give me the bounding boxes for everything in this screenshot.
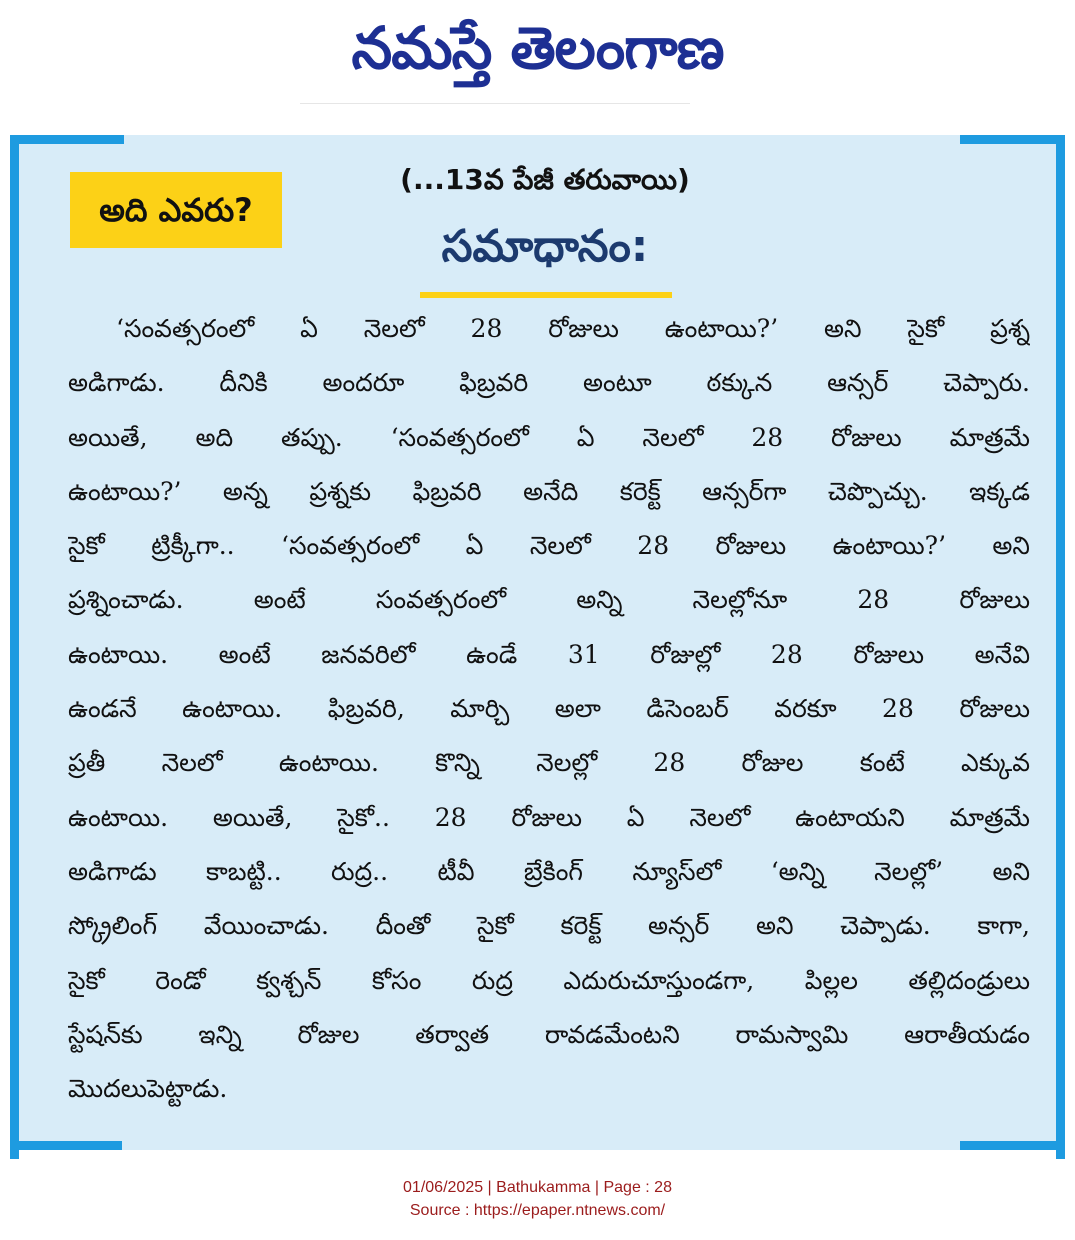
continuation-note: (...13వ పేజీ తరువాయి) [400, 163, 690, 196]
footer-source-link[interactable]: Source : https://epaper.ntnews.com/ [409, 1202, 666, 1219]
body-line: ఉంటాయి. అయితే, సైకో.. 28 రోజులు ఏ నెలలో ఉంటాయని మాత్రమే [68, 802, 1030, 832]
body-line: అడిగాడు కాబట్టి.. రుద్ర.. టీవీ బ్రేకింగ్ న్యూస్‌లో ‘అన్ని నెలల్లో’ అని [68, 856, 1030, 886]
section-tag: అది ఎవరు? [70, 172, 282, 248]
body-line: స్టేషన్‌కు ఇన్ని రోజుల తర్వాత రావడమేంటని రామస్వామి ఆరాతీయడం [68, 1019, 1030, 1049]
body-line: స్క్రోలింగ్ వేయించాడు. దీంతో సైకో కరెక్ట్ అన్సర్ అని చెప్పాడు. కాగా, [68, 911, 1030, 941]
body-line: అడిగాడు. దీనికి అందరూ ఫిబ్రవరి అంటూ ఠక్కున ఆన్సర్ చెప్పారు. [68, 368, 1030, 398]
body-line: ‘సంవత్సరంలో ఏ నెలలో 28 రోజులు ఉంటాయి?’ అని సైకో ప్రశ్న [116, 314, 1030, 343]
body-line: ప్రశ్నించాడు. అంటే సంవత్సరంలో అన్ని నెలల్లోనూ 28 రోజులు [68, 585, 1030, 615]
body-line: మొదలుపెట్టాడు. [68, 1074, 228, 1104]
answer-heading: సమాధానం: [441, 221, 649, 272]
frame-corner-bottom-right [960, 1141, 1065, 1150]
body-line: ఉంటాయి. అంటే జనవరిలో ఉండే 31 రోజుల్లో 28 రోజులు అనేవి [68, 639, 1030, 669]
body-line: సైకో ట్రిక్కీగా.. ‘సంవత్సరంలో ఏ నెలలో 28 రోజులు ఉంటాయి?’ అని [68, 531, 1030, 561]
masthead-logo: నమస్తే తెలంగాణ [351, 14, 724, 82]
body-line: అయితే, అది తప్పు. ‘సంవత్సరంలో ఏ నెలలో 28 రోజులు మాత్రమే [68, 422, 1030, 452]
body-line: ఉంటాయి?’ అన్న ప్రశ్నకు ఫిబ్రవరి అనేది కరెక్ట్ ఆన్సర్‌గా చెప్పొచ్చు. ఇక్కడ [68, 476, 1030, 506]
body-line: ప్రతీ నెలలో ఉంటాయి. కొన్ని నెలల్లో 28 రోజుల కంటే ఎక్కువ [68, 748, 1030, 778]
heading-underline [420, 292, 672, 298]
body-line: సైకో రెండో క్వశ్చన్ కోసం రుద్ర ఎదురుచూస్తుండగా, పిల్లల తల్లిదండ్రులు [68, 965, 1030, 995]
article-body [68, 302, 1030, 1116]
body-line: ఉండనే ఉంటాయి. ఫిబ్రవరి, మార్చి అలా డిసెంబర్ వరకూ 28 రోజులు [68, 694, 1030, 724]
source-footer [0, 1176, 1075, 1222]
footer-date-line: 01/06/2025 | Bathukamma | Page : 28 [403, 1179, 672, 1196]
masthead-divider [300, 103, 690, 104]
frame-corner-bottom-left [10, 1141, 122, 1150]
